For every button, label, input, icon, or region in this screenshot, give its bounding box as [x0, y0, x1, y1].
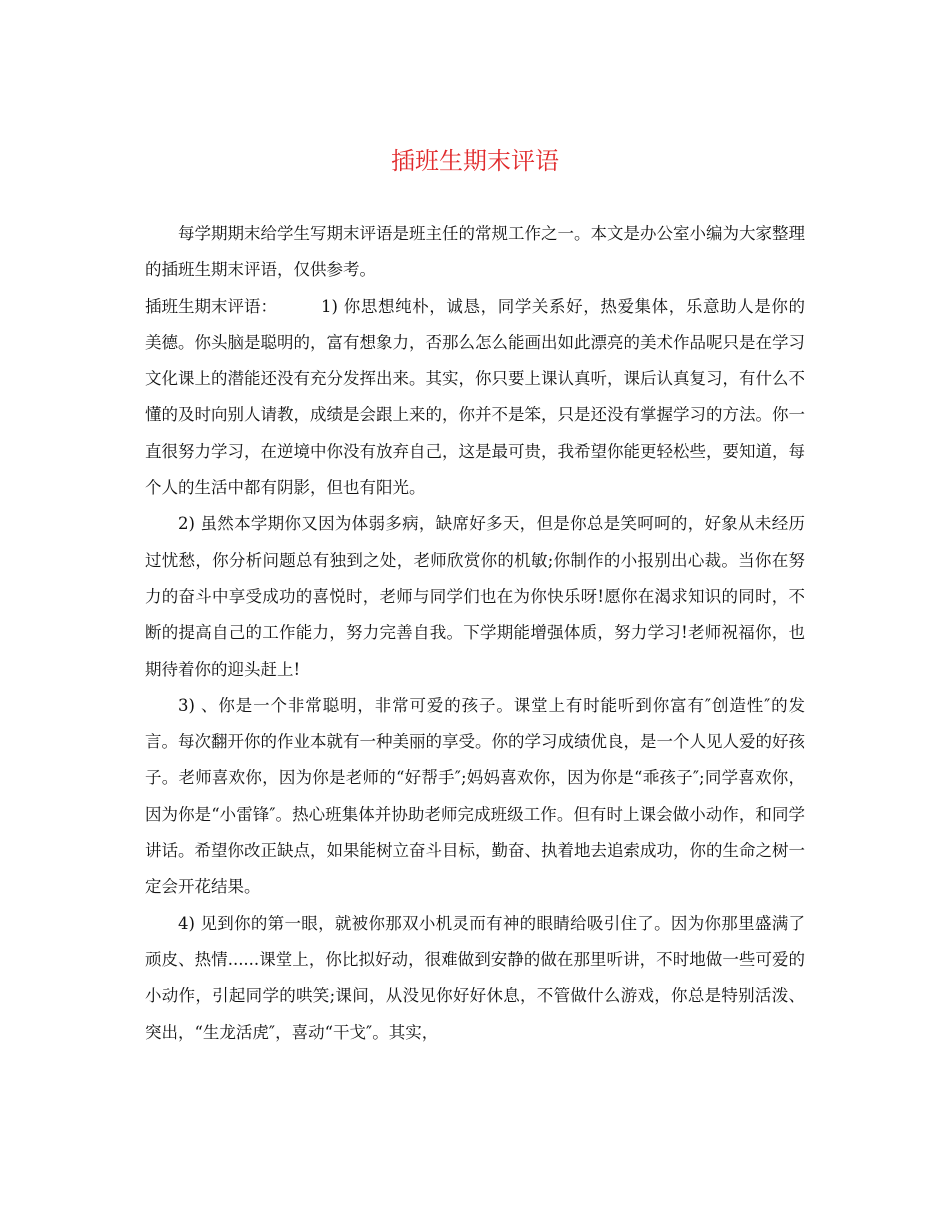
comment-paragraph-2: 2) 虽然本学期你又因为体弱多病，缺席好多天，但是你总是笑呵呵的，好象从未经历过忧愁，你分析问题总有独到之处，老师欣赏你的机敏;你制作的小报别出心裁。当你在努力的奋斗中享受成功的喜悦时，老师与同学们也在为你快乐呀!愿你在渴求知识的同时，不断的提高自己的工作能力，努力完善自我。下学期能增强体质，努力学习!老师祝福你，也期待着你的迎头赶上! [145, 514, 805, 679]
comments-label: 插班生期末评语： [145, 296, 277, 316]
comment-paragraph-4: 4) 见到你的第一眼，就被你那双小机灵而有神的眼睛给吸引住了。因为你那里盛满了顽皮、热情......课堂上，你比拟好动，很难做到安静的做在那里听讲，不时地做一些可爱的小动作，引起同学的哄笑;课间，从没见你好好休息，不管做什么游戏，你总是特别活泼、突出，“生龙活虎″，喜动“干戈″。其实， [145, 913, 805, 1042]
document-body [145, 216, 805, 1051]
comment-paragraph-3: 3) 、你是一个非常聪明，非常可爱的孩子。课堂上有时能听到你富有″创造性″的发言。每次翻开你的作业本就有一种美丽的享受。你的学习成绩优良，是一个人见人爱的好孩子。老师喜欢你，因为你是老师的“好帮手″;妈妈喜欢你，因为你是“乖孩子″;同学喜欢你，因为你是“小雷锋″。热心班集体并协助老师完成班级工作。但有时上课会做小动作，和同学讲话。希望你改正缺点，如果能树立奋斗目标，勤奋、执着地去追索成功，你的生命之树一定会开花结果。 [145, 695, 805, 897]
comment-paragraph-1 [145, 289, 805, 507]
document-title: 插班生期末评语 [391, 147, 559, 175]
comment-text-1: 1) 你思想纯朴，诚恳，同学关系好，热爱集体，乐意助人是你的美德。你头脑是聪明的，富有想象力，否那么怎么能画出如此漂亮的美术作品呢只是在学习文化课上的潜能还没有充分发挥出来。其实，你只要上课认真听，课后认真复习，有什么不懂的及时向别人请教，成绩是会跟上来的，你并不是笨，只是还没有掌握学习的方法。你一直很努力学习，在逆境中你没有放弃自己，这是最可贵，我希望你能更轻松些，要知道，每个人的生活中都有阴影，但也有阳光。 [145, 296, 805, 498]
intro-paragraph: 每学期期末给学生写期末评语是班主任的常规工作之一。本文是办公室小编为大家整理的插班生期末评语，仅供参考。 [145, 224, 805, 280]
